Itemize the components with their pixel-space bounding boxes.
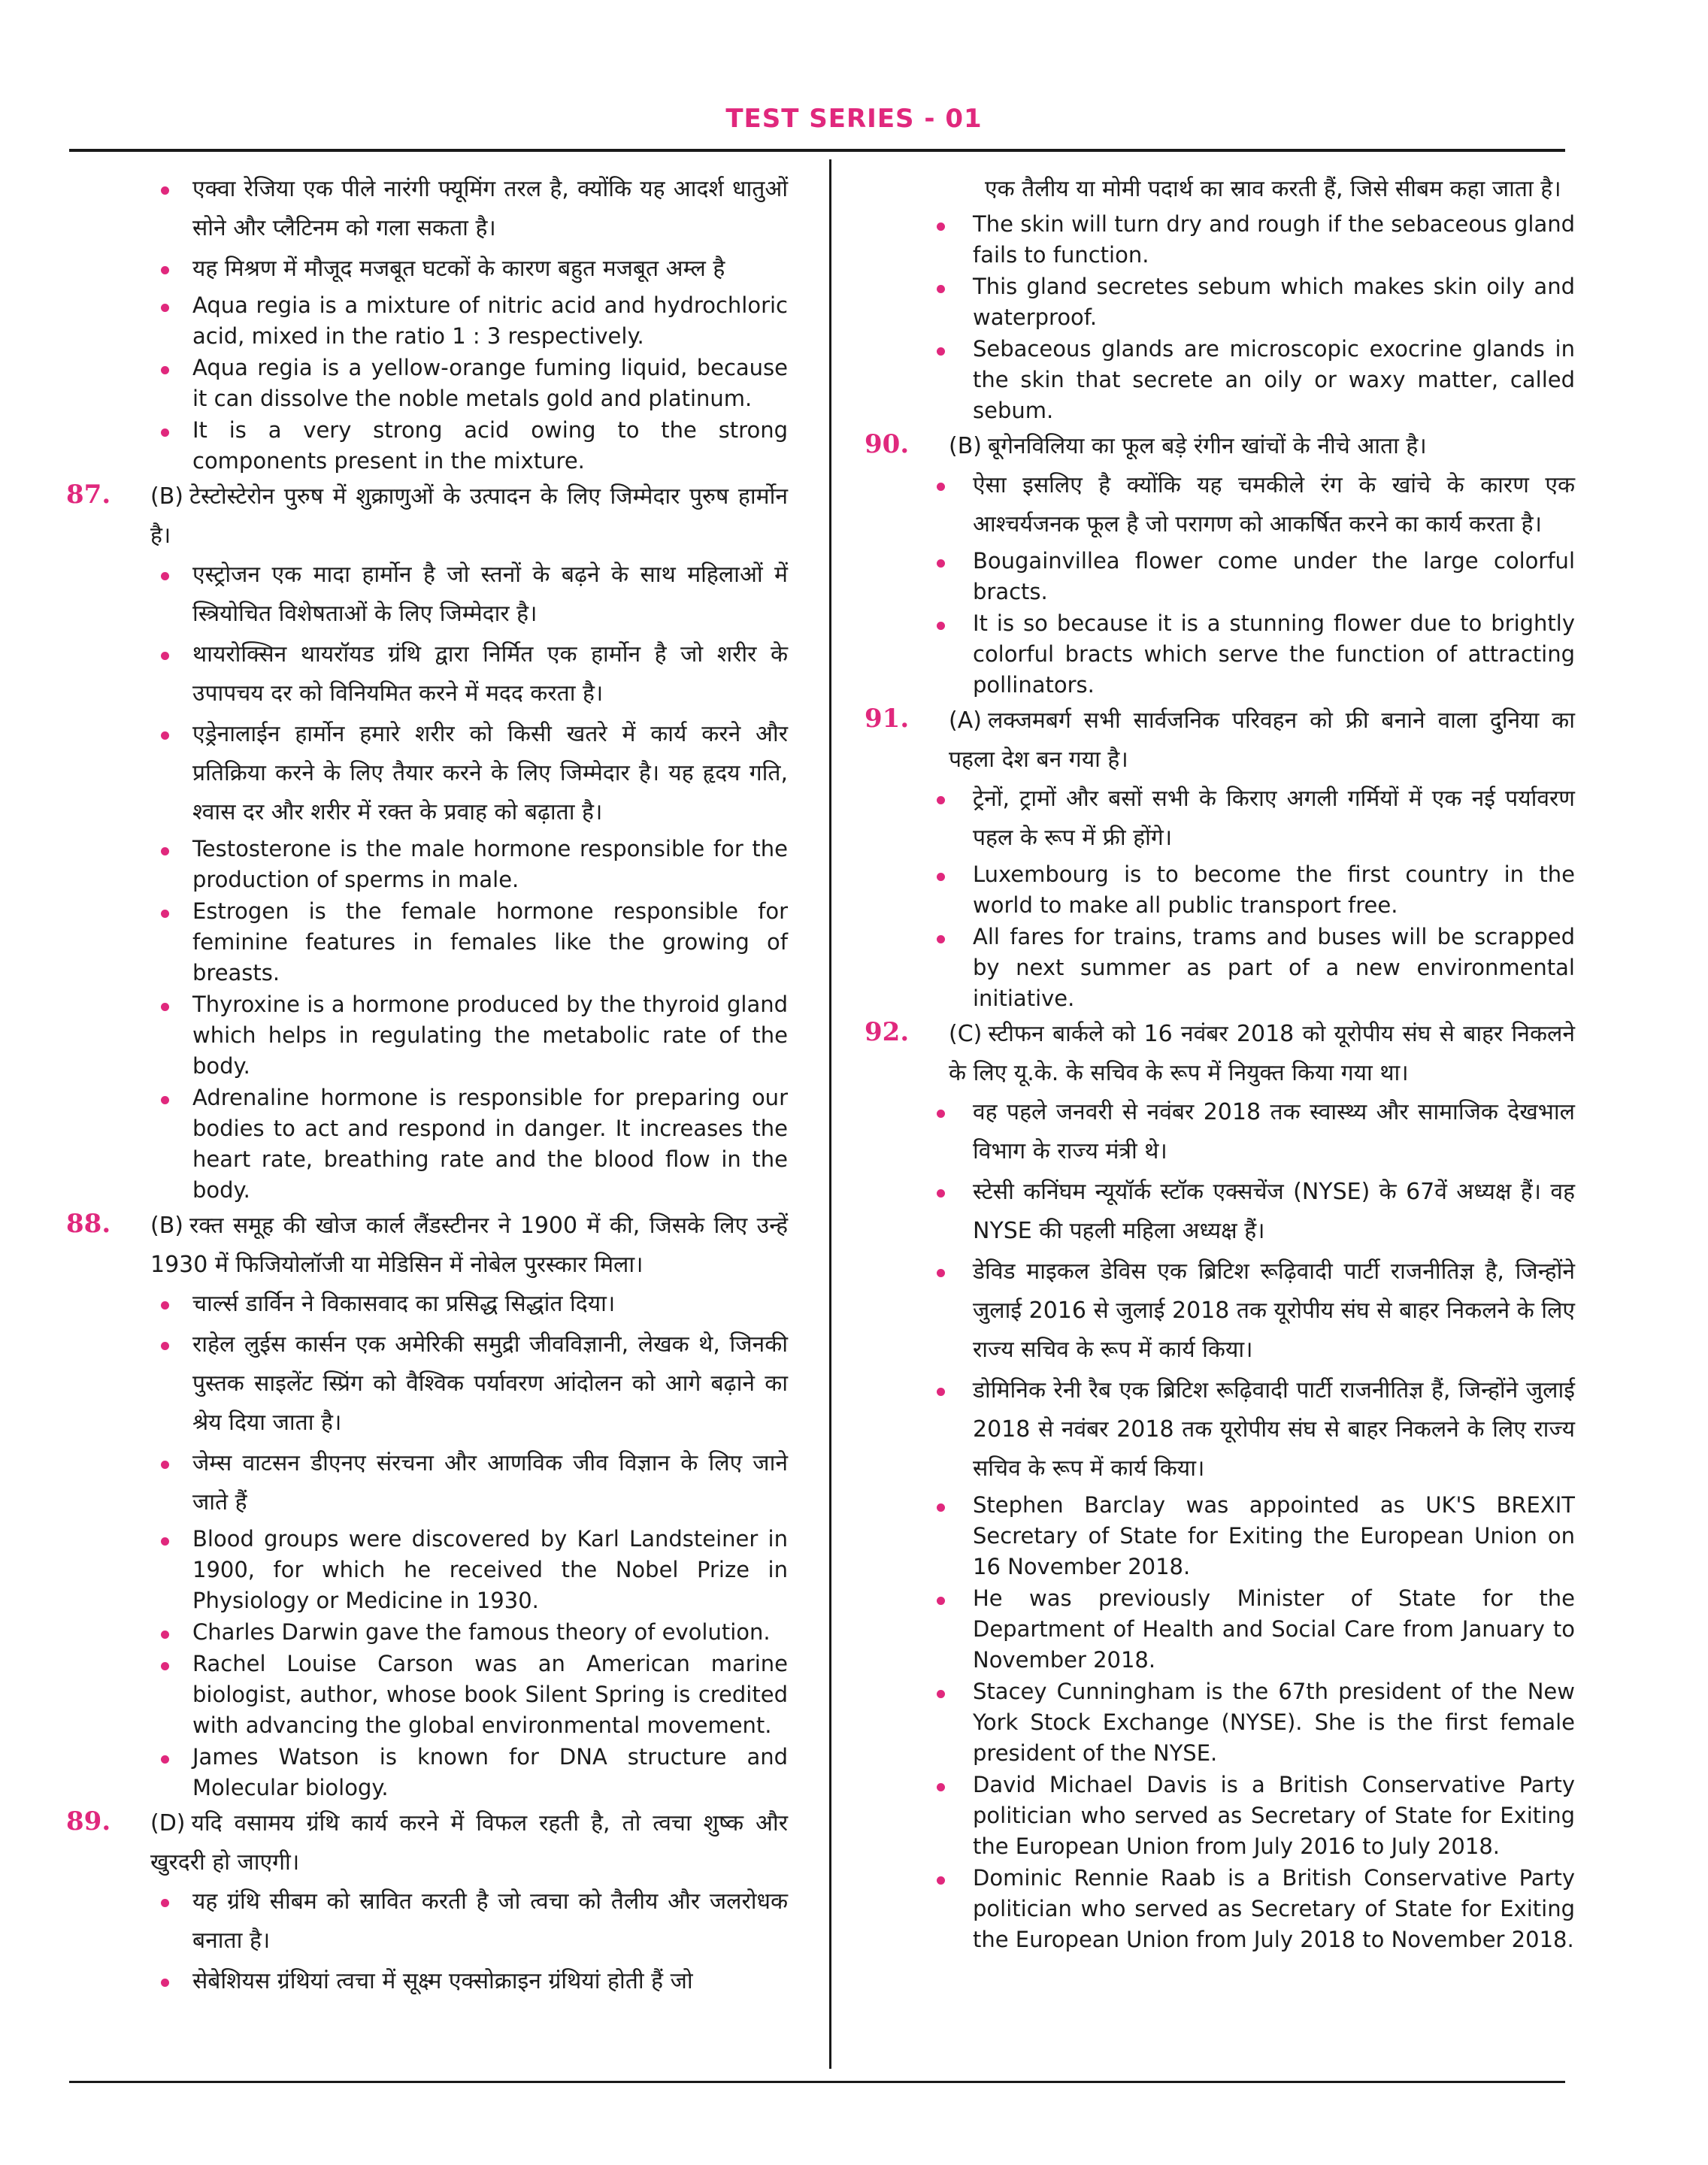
continued-text: एक तैलीय या मोमी पदार्थ का स्राव करती हैं, जिसे सीबम कहा जाता है। <box>985 176 1561 202</box>
top-rule <box>69 149 1565 152</box>
list-item: चार्ल्स डार्विन ने विकासवाद का प्रसिद्ध सिद्धांत दिया। <box>155 1285 788 1324</box>
list-item: Luxembourg is to become the first country in the world to make all public transport free. <box>937 859 1575 921</box>
question-number: 87. <box>66 480 111 510</box>
list-item: डेविड माइकल डेविस एक ब्रिटिश रूढ़िवादी पार्टी राजनीतिज्ञ है, जिन्होंने जुलाई 2016 से जुलाई 2018 तक यूरोपीय संघ से बाहर निकलने के लिए राज्य सचिव के रूप में कार्य किया। <box>937 1252 1575 1370</box>
answer-text: यदि वसामय ग्रंथि कार्य करने में विफल रहती है, तो त्वचा शुष्क और खुरदरी हो जाएगी। <box>150 1810 788 1876</box>
question-92 <box>865 1015 1575 1093</box>
answer-option: (B) <box>150 483 183 510</box>
question-number: 92. <box>865 1017 910 1047</box>
question-88 <box>66 1207 788 1285</box>
question-87 <box>66 477 788 556</box>
list-item: This gland secretes sebum which makes skin oily and waterproof. <box>937 271 1575 333</box>
list-item: जेम्स वाटसन डीएनए संरचना और आणविक जीव विज्ञान के लिए जाने जाते हैं <box>155 1444 788 1522</box>
list-item: Stacey Cunningham is the 67th president of the New York Stock Exchange (NYSE). She is the first female president of the NYSE. <box>937 1676 1575 1769</box>
question-89 <box>66 1804 788 1882</box>
list-item: Aqua regia is a mixture of nitric acid and hydrochloric acid, mixed in the ratio 1 : 3 respectively. <box>155 290 788 352</box>
list-item: He was previously Minister of State for the Department of Health and Social Care from January to November 2018. <box>937 1583 1575 1676</box>
question-answer <box>949 427 1575 466</box>
question-number: 90. <box>865 429 910 459</box>
list-item: All fares for trains, trams and buses will be scrapped by next summer as part of a new environmental initiative. <box>937 922 1575 1014</box>
list-item: एस्ट्रोजन एक मादा हार्मोन है जो स्तनों के बढ़ने के साथ महिलाओं में स्त्रियोचित विशेषताओं के लिए जिम्मेदार है। <box>155 556 788 634</box>
question-89-bullets <box>155 1882 788 2001</box>
answer-text: टेस्टोस्टेरोन पुरुष में शुक्राणुओं के उत्पादन के लिए जिम्मेदार पुरुष हार्मोन है। <box>150 483 788 549</box>
answer-text: बूगेनविलिया का फूल बड़े रंगीन खांचों के नीचे आता है। <box>988 433 1427 459</box>
question-answer <box>949 701 1575 780</box>
page-header <box>0 104 1708 134</box>
list-item: Rachel Louise Carson was an American marine biologist, author, whose book Silent Spring is credited with advancing the global environmental movement. <box>155 1649 788 1741</box>
list-item: Adrenaline hormone is responsible for preparing our bodies to act and respond in danger. It increases the heart rate, breathing rate and the blood flow in the body. <box>155 1082 788 1206</box>
list-item: डोमिनिक रेनी रैब एक ब्रिटिश रूढ़िवादी पार्टी राजनीतिज्ञ हैं, जिन्होंने जुलाई 2018 से नवंबर 2018 तक यूरोपीय संघ से बाहर निकलने के लिए राज्य सचिव के रूप में कार्य किया। <box>937 1371 1575 1488</box>
question-answer <box>150 1804 788 1882</box>
test-series-title: TEST SERIES - 01 <box>725 104 983 134</box>
question-answer <box>150 477 788 556</box>
list-item: Stephen Barclay was appointed as UK'S BREXIT Secretary of State for Exiting the European Union on 16 November 2018. <box>937 1490 1575 1582</box>
list-item: David Michael Davis is a British Conservative Party politician who served as Secretary of State for Exiting the European Union from July 2016 to July 2018. <box>937 1770 1575 1862</box>
list-item: James Watson is known for DNA structure and Molecular biology. <box>155 1742 788 1803</box>
question-91-bullets <box>937 780 1575 1014</box>
list-item: It is so because it is a stunning flower due to brightly colorful bracts which serve the function of attracting pollinators. <box>937 608 1575 701</box>
list-item: Thyroxine is a hormone produced by the thyroid gland which helps in regulating the metabolic rate of the body. <box>155 989 788 1082</box>
list-item: It is a very strong acid owing to the strong components present in the mixture. <box>155 415 788 477</box>
list-item: Blood groups were discovered by Karl Landsteiner in 1900, for which he received the Nobel Prize in Physiology or Medicine in 1930. <box>155 1524 788 1616</box>
list-item: राहेल लुईस कार्सन एक अमेरिकी समुद्री जीवविज्ञानी, लेखक थे, जिनकी पुस्तक साइलेंट स्प्रिंग को वैश्विक पर्यावरण आंदोलन को आगे बढ़ाने का श्रेय दिया जाता है। <box>155 1325 788 1443</box>
question-number: 88. <box>66 1209 111 1239</box>
question-87-bullets <box>155 556 788 1206</box>
answer-option: (B) <box>949 433 982 459</box>
list-item: Dominic Rennie Raab is a British Conservative Party politician who served as Secretary of State for Exiting the European Union from July 2018 to November 2018. <box>937 1863 1575 1955</box>
question-91 <box>865 701 1575 780</box>
list-item: थायरोक्सिन थायरॉयड ग्रंथि द्वारा निर्मित एक हार्मोन है जो शरीर के उपापचय दर को विनियमित करने में मदद करता है। <box>155 635 788 713</box>
question-answer <box>150 1207 788 1285</box>
list-item: एड्रेनालाईन हार्मोन हमारे शरीर को किसी खतरे में कार्य करने और प्रतिक्रिया करने के लिए तैयार करने के लिए जिम्मेदार है। यह हृदय गति, श्वास दर और शरीर में रक्त के प्रवाह को बढ़ाता है। <box>155 715 788 832</box>
list-item: यह ग्रंथि सीबम को स्रावित करती है जो त्वचा को तैलीय और जलरोधक बनाता है। <box>155 1882 788 1961</box>
list-item: सेबेशियस ग्रंथियां त्वचा में सूक्ष्म एक्सोक्राइन ग्रंथियां होती हैं जो <box>155 1962 788 2001</box>
list-item: एक्वा रेजिया एक पीले नारंगी फ्यूमिंग तरल है, क्योंकि यह आदर्श धातुओं सोने और प्लैटिनम को गला सकता है। <box>155 170 788 248</box>
answer-text: रक्त समूह की खोज कार्ल लैंडस्टीनर ने 1900 में की, जिसके लिए उन्हें 1930 में फिजियोलॉजी या मेडिसिन में नोबेल पुरस्कार मिला। <box>150 1213 788 1278</box>
column-divider <box>829 159 831 2069</box>
question-answer <box>949 1015 1575 1093</box>
answer-option: (A) <box>949 707 982 734</box>
list-item: वह पहले जनवरी से नवंबर 2018 तक स्वास्थ्य और सामाजिक देखभाल विभाग के राज्य मंत्री थे। <box>937 1093 1575 1171</box>
left-intro-bullets <box>155 170 788 477</box>
question-90 <box>865 427 1575 466</box>
list-item: यह मिश्रण में मौजूद मजबूत घटकों के कारण बहुत मजबूत अम्ल है <box>155 250 788 289</box>
answer-option: (C) <box>949 1021 983 1047</box>
answer-text: लक्जमबर्ग सभी सार्वजनिक परिवहन को फ्री बनाने वाला दुनिया का पहला देश बन गया है। <box>949 707 1575 773</box>
question-number: 89. <box>66 1806 111 1836</box>
list-item: Estrogen is the female hormone responsible for feminine features in females like the growing of breasts. <box>155 896 788 989</box>
list-item: Sebaceous glands are microscopic exocrine glands in the skin that secrete an oily or waxy matter, called sebum. <box>937 334 1575 426</box>
list-item: The skin will turn dry and rough if the sebaceous gland fails to function. <box>937 209 1575 271</box>
list-item: ऐसा इसलिए है क्योंकि यह चमकीले रंग के खांचे के कारण एक आश्चर्यजनक फूल है जो परागण को आकर्षित करने का कार्य करता है। <box>937 466 1575 544</box>
list-item: स्टेसी कनिंघम न्यूयॉर्क स्टॉक एक्सचेंज (NYSE) के 67वें अध्यक्ष हैं। वह NYSE की पहली महिला अध्यक्ष हैं। <box>937 1173 1575 1251</box>
list-item: Testosterone is the male hormone responsible for the production of sperms in male. <box>155 834 788 895</box>
right-intro-bullets <box>937 209 1575 426</box>
answer-option: (B) <box>150 1213 183 1239</box>
question-number: 91. <box>865 704 910 734</box>
left-column <box>66 170 788 2003</box>
right-column <box>865 170 1575 1956</box>
list-item: ट्रेनों, ट्रामों और बसों सभी के किराए अगली गर्मियों में एक नई पर्यावरण पहल के रूप में फ्री होंगे। <box>937 780 1575 858</box>
list-item: Charles Darwin gave the famous theory of evolution. <box>155 1617 788 1648</box>
answer-text: स्टीफन बार्कले को 16 नवंबर 2018 को यूरोपीय संघ से बाहर निकलने के लिए यू.के. के सचिव के रूप में नियुक्त किया गया था। <box>949 1021 1575 1086</box>
list-item: Bougainvillea flower come under the large colorful bracts. <box>937 546 1575 607</box>
question-90-bullets <box>937 466 1575 701</box>
list-item: Aqua regia is a yellow-orange fuming liquid, because it can dissolve the noble metals gold and platinum. <box>155 353 788 414</box>
question-88-bullets <box>155 1285 788 1803</box>
answer-option: (D) <box>150 1810 186 1836</box>
question-92-bullets <box>937 1093 1575 1955</box>
bottom-rule <box>69 2081 1565 2083</box>
